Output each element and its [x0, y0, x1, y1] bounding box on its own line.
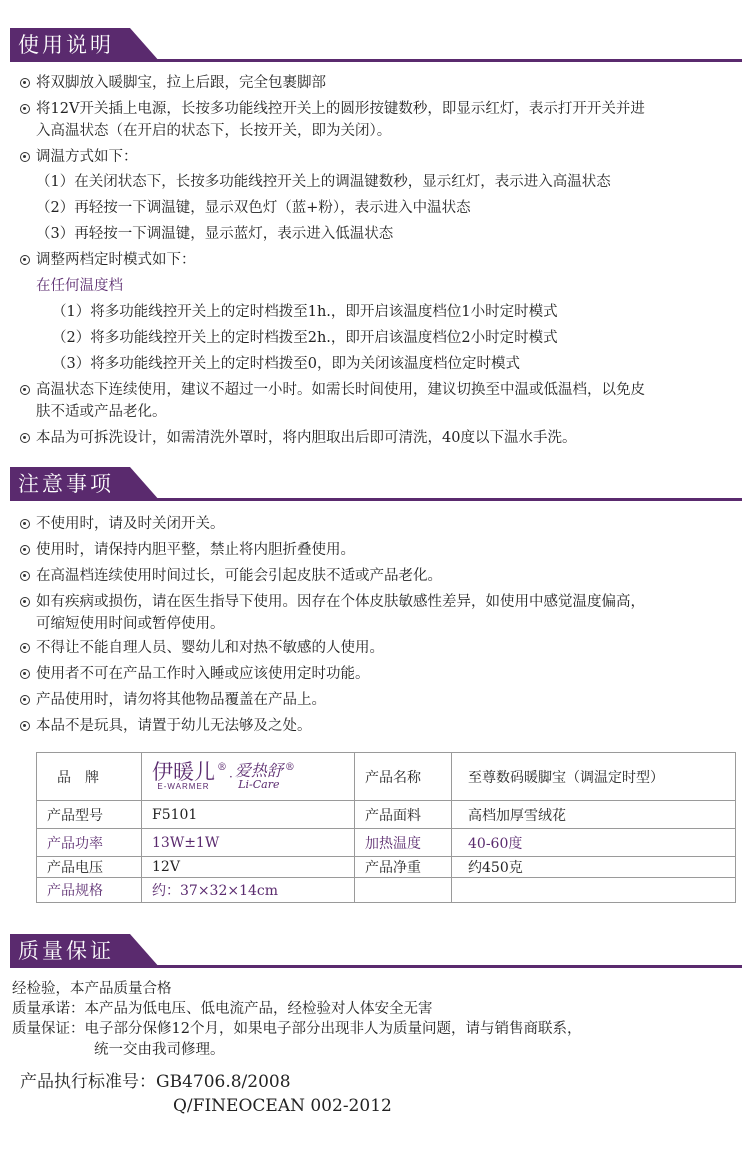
notes-section-header — [0, 467, 750, 501]
quality-heading: 质量保证 — [10, 934, 130, 968]
usage-item-1: 将双脚放入暖脚宝，拉上后跟，完全包裹脚部 — [20, 72, 326, 94]
bullet-icon — [20, 669, 30, 679]
name-value: 至尊数码暖脚宝（调温定时型） — [452, 753, 736, 801]
temp-label: 加热温度 — [355, 829, 452, 857]
note-item-2: 使用时，请保持内胆平整，禁止将内胆折叠使用。 — [20, 539, 355, 561]
table-row — [37, 829, 736, 857]
voltage-value: 12V — [142, 857, 355, 878]
note-item-5: 不得让不能自理人员、婴幼儿和对热不敏感的人使用。 — [20, 637, 384, 659]
usage-heading: 使用说明 — [10, 28, 130, 62]
brand2-logo-en: Li-Care — [238, 778, 280, 791]
table-row — [37, 801, 736, 829]
notes-divider — [10, 498, 742, 501]
brand2-logo-cn: 爱热舒 — [234, 761, 283, 780]
bullet-icon — [20, 433, 30, 443]
empty-cell — [355, 878, 452, 903]
bullet-icon — [20, 597, 30, 607]
brand-logo-en: E-WARMER — [157, 782, 210, 791]
temp-step-2: （2）再轻按一下调温键，显示双色灯（蓝+粉），表示进入中温状态 — [36, 200, 471, 216]
bullet-icon — [20, 519, 30, 529]
any-temp-label: 在任何温度档 — [36, 278, 123, 294]
name-label: 产品名称 — [355, 753, 452, 801]
standard-number-2: Q/FINEOCEAN 002-2012 — [173, 1096, 392, 1116]
voltage-label: 产品电压 — [37, 857, 142, 878]
temp-step-1: （1）在关闭状态下，长按多功能线控开关上的调温键数秒，显示红灯，表示进入高温状态 — [36, 174, 611, 190]
bullet-icon — [20, 78, 30, 88]
weight-value: 约450克 — [452, 857, 736, 878]
brand-logo: 伊暖儿 E-WARMER ® · 爱热舒 Li-Care ® — [142, 753, 355, 801]
bullet-icon — [20, 643, 30, 653]
bullet-icon — [20, 545, 30, 555]
model-label: 产品型号 — [37, 801, 142, 829]
power-value: 13W±1W — [142, 829, 355, 857]
brand-logo-cn: 伊暖儿 — [152, 760, 215, 784]
fabric-label: 产品面料 — [355, 801, 452, 829]
bullet-icon — [20, 721, 30, 731]
notes-heading: 注意事项 — [10, 467, 130, 501]
brand-label: 品 牌 — [37, 753, 142, 801]
size-value: 约：37×32×14cm — [142, 878, 355, 903]
usage-divider — [10, 59, 742, 62]
note-item-4: 如有疾病或损伤，请在医生指导下使用。因存在个体皮肤敏感性差异，如使用中感觉温度偏高， 可缩短使用时间或暂停使用。 — [20, 591, 645, 635]
quality-line-2: 质量承诺：本产品为低电压、低电流产品，经检验对人体安全无害 — [12, 1001, 433, 1017]
quality-section-header — [0, 934, 750, 968]
usage-section-header — [0, 28, 750, 62]
usage-item-6: 本品为可拆洗设计，如需清洗外罩时，将内胆取出后即可清洗，40度以下温水手洗。 — [20, 427, 576, 449]
timer-step-2: （2）将多功能线控开关上的定时档拨至2h.，即开启该温度档位2小时定时模式 — [52, 330, 558, 346]
standard-number: 产品执行标准号：GB4706.8/2008 — [20, 1072, 291, 1092]
note-item-8: 本品不是玩具，请置于幼儿无法够及之处。 — [20, 715, 312, 737]
note-item-6: 使用者不可在产品工作时入睡或应该使用定时功能。 — [20, 663, 370, 685]
table-row — [37, 878, 736, 903]
empty-cell — [452, 878, 736, 903]
timer-step-3: （3）将多功能线控开关上的定时档拨至0，即为关闭该温度档位定时模式 — [52, 356, 520, 372]
bullet-icon — [20, 695, 30, 705]
size-label: 产品规格 — [37, 878, 142, 903]
note-item-1: 不使用时，请及时关闭开关。 — [20, 513, 225, 535]
temp-value: 40-60度 — [452, 829, 736, 857]
power-label: 产品功率 — [37, 829, 142, 857]
quality-line-4: 统一交由我司修理。 — [94, 1042, 225, 1058]
weight-label: 产品净重 — [355, 857, 452, 878]
usage-item-5: 高温状态下连续使用，建议不超过一小时。如需长时间使用，建议切换至中温或低温档，以免皮 肤不适或产品老化。 — [20, 379, 645, 423]
note-item-3: 在高温档连续使用时间过长，可能会引起皮肤不适或产品老化。 — [20, 565, 442, 587]
usage-item-3: 调温方式如下： — [20, 146, 138, 168]
quality-line-3: 质量保证：电子部分保修12个月，如果电子部分出现非人为质量问题，请与销售商联系， — [12, 1021, 582, 1037]
usage-item-2: 将12V开关插上电源，长按多功能线控开关上的圆形按键数秒，即显示红灯，表示打开开关并进 入高温状态（在开启的状态下，长按开关，即为关闭）。 — [20, 98, 645, 142]
spec-table — [36, 752, 736, 903]
bullet-icon — [20, 571, 30, 581]
bullet-icon — [20, 255, 30, 265]
usage-item-4: 调整两档定时模式如下： — [20, 249, 196, 271]
note-item-7: 产品使用时，请勿将其他物品覆盖在产品上。 — [20, 689, 326, 711]
quality-divider — [10, 965, 742, 968]
bullet-icon — [20, 385, 30, 395]
bullet-icon — [20, 152, 30, 162]
bullet-icon — [20, 104, 30, 114]
quality-line-1: 经检验，本产品质量合格 — [12, 981, 172, 997]
temp-step-3: （3）再轻按一下调温键，显示蓝灯，表示进入低温状态 — [36, 226, 394, 242]
table-row — [37, 753, 736, 801]
fabric-value: 高档加厚雪绒花 — [452, 801, 736, 829]
table-row — [37, 857, 736, 878]
timer-step-1: （1）将多功能线控开关上的定时档拨至1h.，即开启该温度档位1小时定时模式 — [52, 304, 558, 320]
model-value: F5101 — [142, 801, 355, 829]
